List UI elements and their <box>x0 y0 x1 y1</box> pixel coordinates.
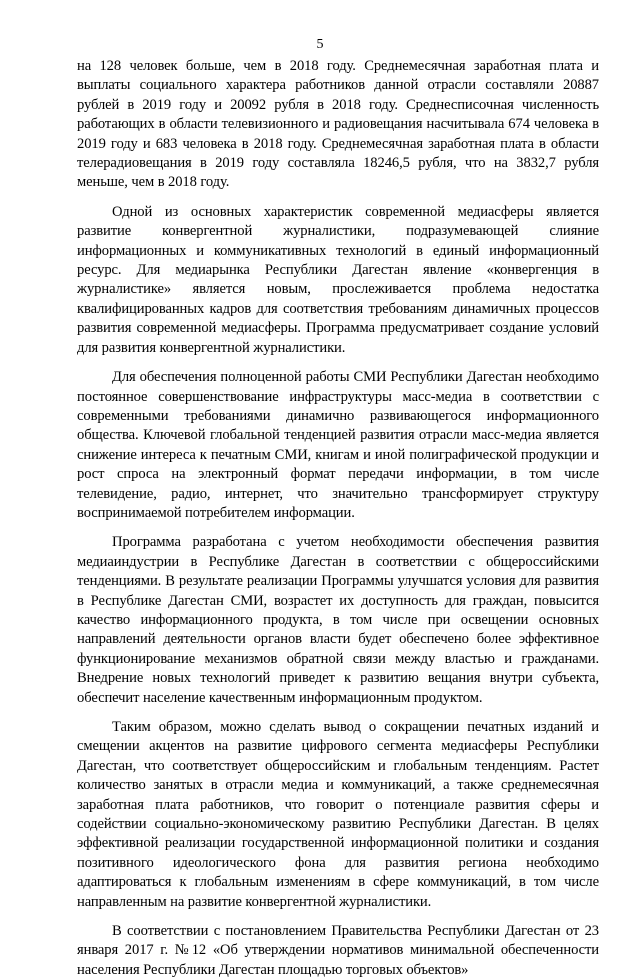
paragraph-5: Таким образом, можно сделать вывод о сокращении печатных изданий и смещении акцентов на развитие цифрового сегмента медиасферы Республики Дагестан, что соответствует общероссийским и глобальным тенденциям. Растет количество занятых в отрасли медиа и коммуникаций, а также среднемесячная заработная плата работников, что говорит о потенциале развития сферы и содействии социально-экономическому развитию Республики Дагестан. В целях эффективной реализации государственной информационной политики и создания позитивного идеологического фона для развития региона необходимо адаптироваться к глобальным изменениям в сфере коммуникаций, в том числе направленным на развитие конвергентной журналистики. <box>77 719 599 910</box>
paragraph-1: на 128 человек больше, чем в 2018 году. Среднемесячная заработная плата и выплаты социального характера работников данной отрасли составляли 20887 рублей в 2019 году и 20092 рубля в 2018 году. Среднесписочная численность работающих в области телевизионного и радиовещания насчитывала 674 человека в 2019 году и 683 человека в 2018 году. Среднемесячная заработная плата в области телерадиовещания в 2019 году составляла 18246,5 рубля, что на 3832,7 рубля меньше, чем в 2018 году. <box>77 58 599 191</box>
paragraph-2: Одной из основных характеристик современной медиасферы является развитие конвергентной журналистики, подразумевающей слияние информационных и коммуникативных технологий в единый информационный ресурс. Для медиарынка Республики Дагестан явление «конвергенция в журналистике» является новым, прослеживается проблема недостатка квалифицированных кадров для соответствия требованиям динамичных процессов развития современной медиасферы. Программа предусматривает создание условий для развития конвергентной журналистики. <box>77 203 599 356</box>
document-body <box>77 57 599 980</box>
paragraph-3: Для обеспечения полноценной работы СМИ Республики Дагестан необходимо постоянное совершенствование инфраструктуры масс-медиа в соответствии с современными требованиями динамично развивающегося информационного общества. Ключевой глобальной тенденцией развития отрасли масс-медиа является снижение интереса к печатным СМИ, книгам и иной полиграфической продукции и рост спроса на электронный формат передачи информации, в том числе телевидение, радио, интернет, что значительно трансформирует структуру воспринимаемой потребителем информации. <box>77 369 599 521</box>
page-number: 5 <box>316 37 324 52</box>
paragraph-6: В соответствии с постановлением Правительства Республики Дагестан от 23 января 2017 г. №12 «Об утверждении нормативов минимальной обеспеченности населения Республики Дагестан площадью торговых объектов» <box>77 923 599 978</box>
paragraph-4: Программа разработана с учетом необходимости обеспечения развития медиаиндустрии в Республике Дагестан в соответствии с общероссийскими тенденциями. В результате реализации Программы улучшатся условия для развития в Республике Дагестан СМИ, возрастет их доступность для граждан, повысится качество информационного продукта, в том числе при освещении основных направлений деятельности органов власти будет обеспечено более эффективное функционирование механизмов обратной связи между властью и гражданами. Внедрение новых технологий приведет к развитию вещания внутри субъекта, обеспечит население качественным информационным продуктом. <box>77 534 599 706</box>
